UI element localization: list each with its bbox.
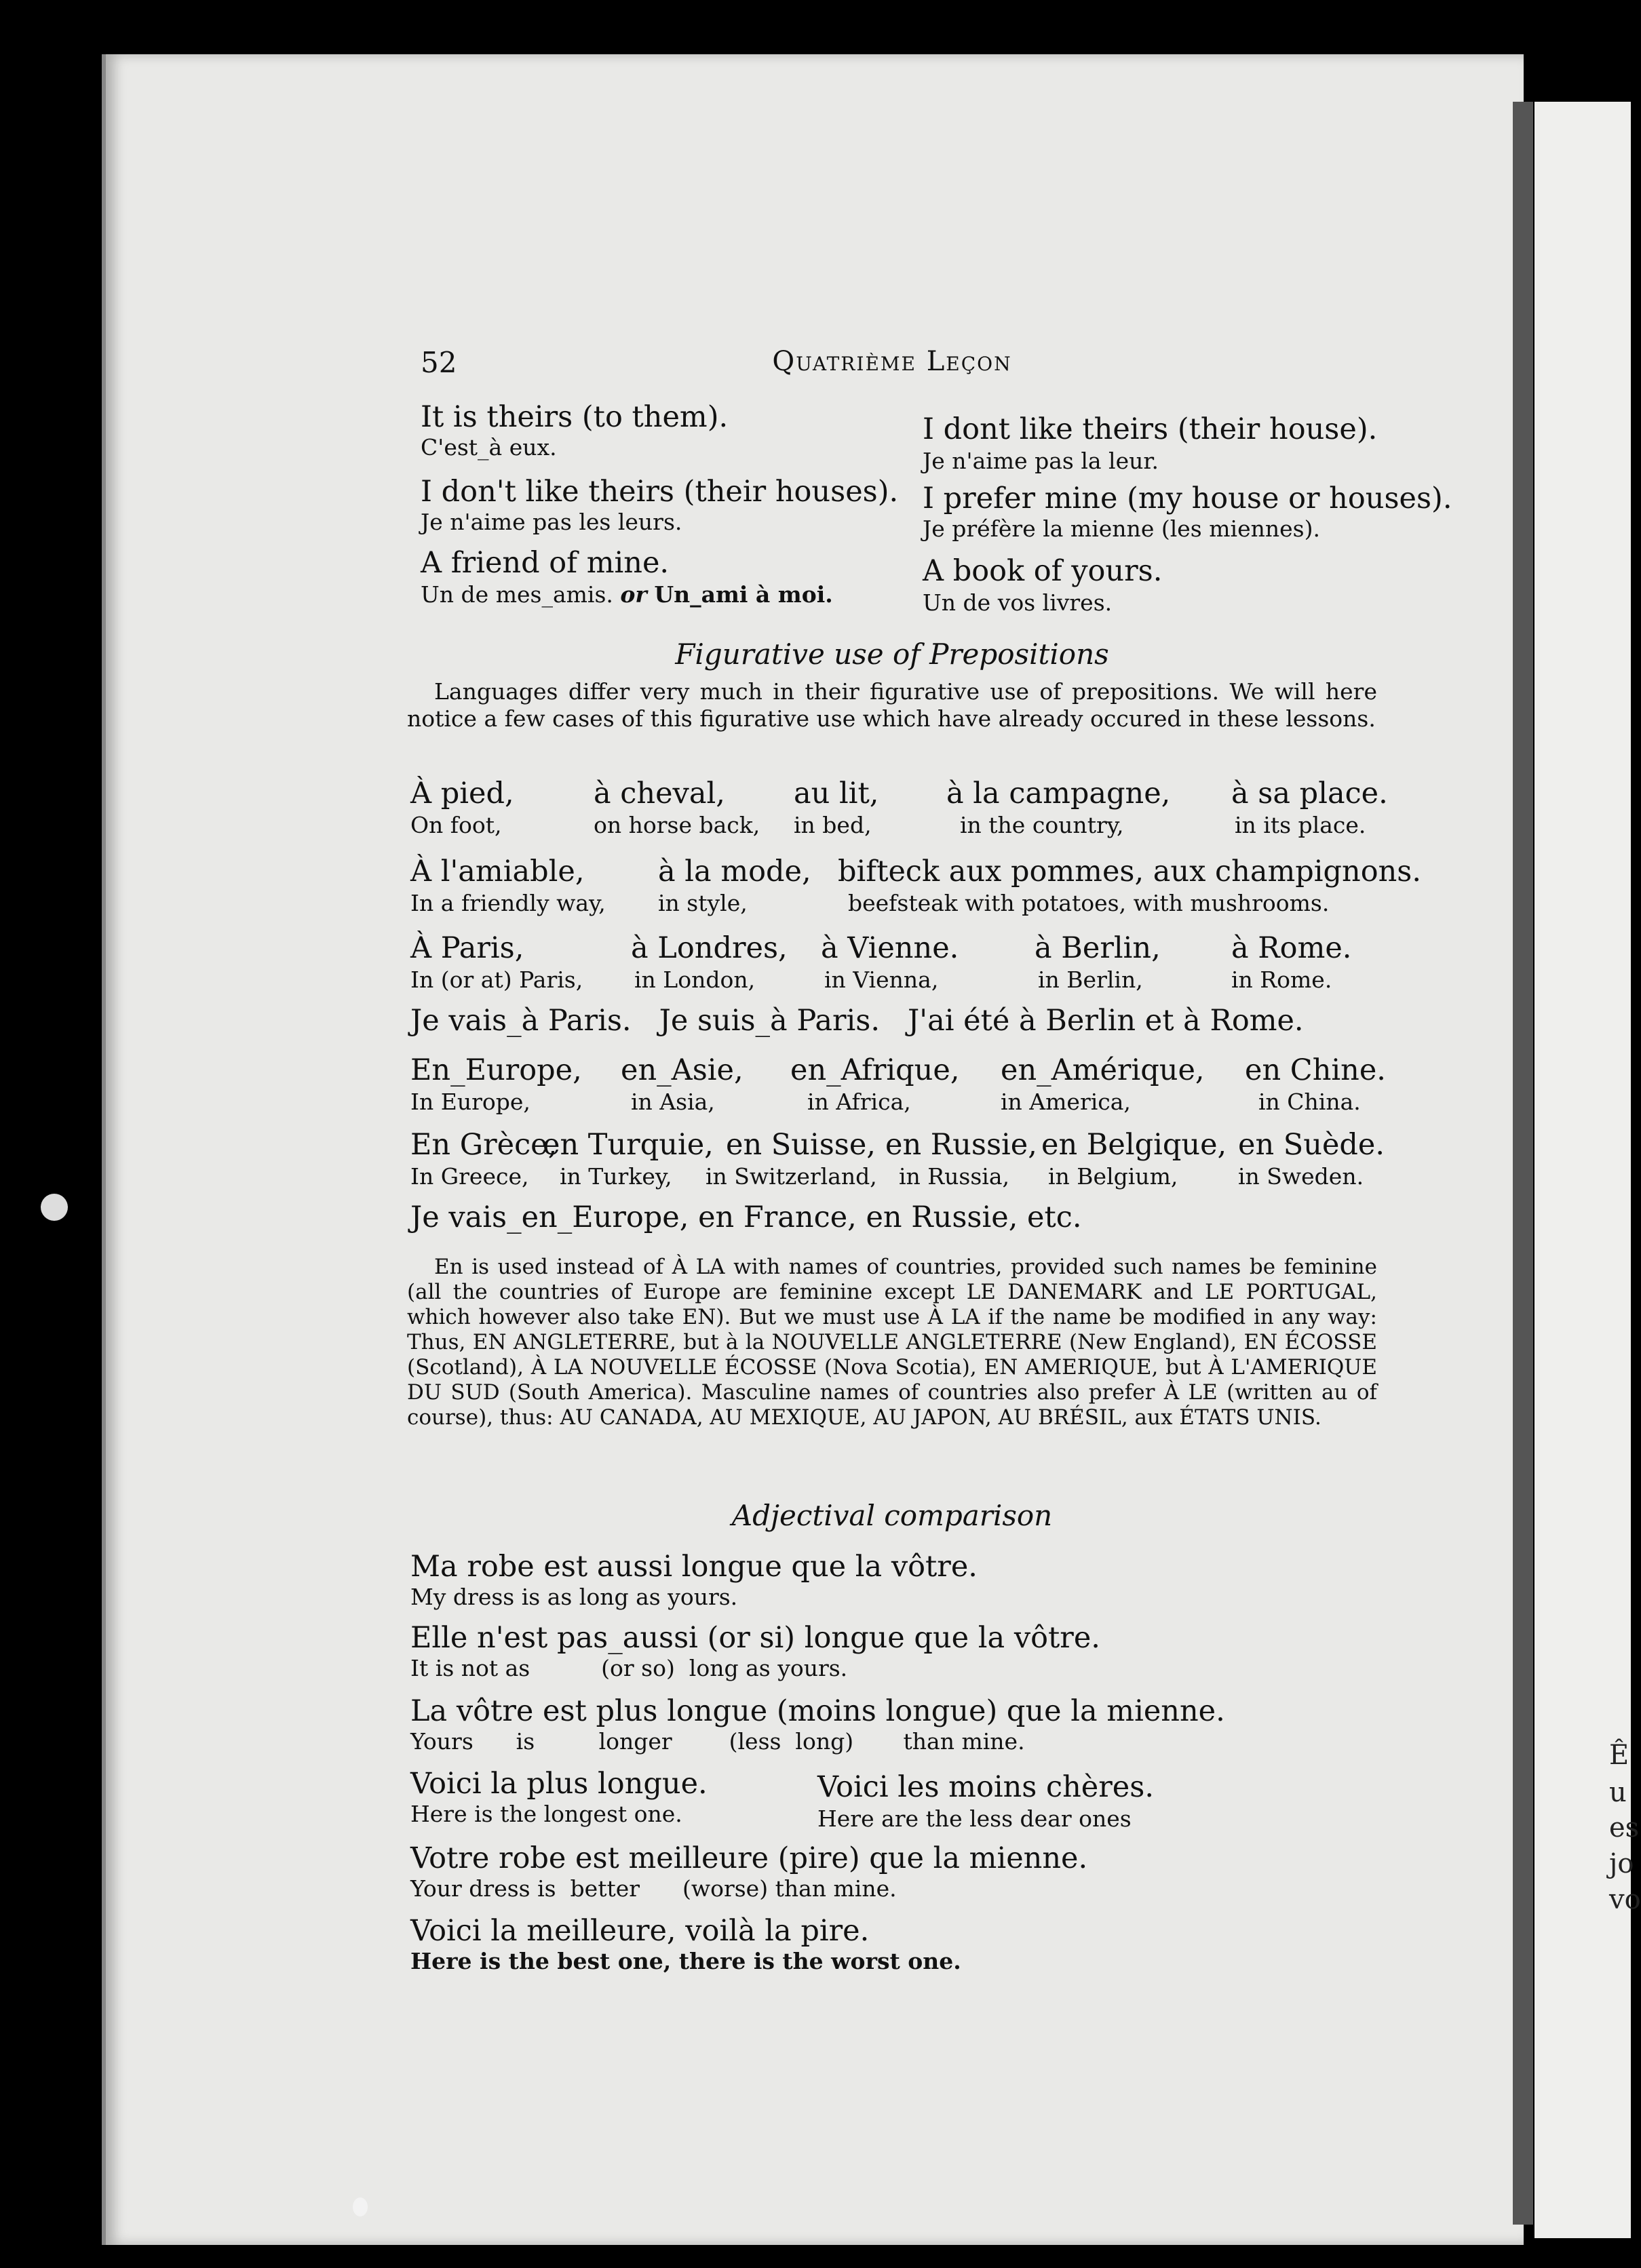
en-cell: in Asia, xyxy=(631,1089,715,1115)
fr-cell: en Turquie, xyxy=(543,1128,714,1162)
facing-page-fragment: u xyxy=(1609,1777,1627,1808)
fr-cell: à sa place. xyxy=(1231,777,1388,810)
french-phrase: C'est_à eux. xyxy=(421,434,557,461)
fr-cell: À l'amiable, xyxy=(410,855,585,888)
fr-cell: À Paris, xyxy=(410,931,524,965)
fr-cell: en Belgique, xyxy=(1041,1128,1227,1162)
fr-cell: En_Europe, xyxy=(410,1053,582,1087)
french-phrase: Je n'aime pas les leurs. xyxy=(421,509,682,535)
fr-cell: en Russie, xyxy=(885,1128,1037,1162)
fr-cell: À pied, xyxy=(410,777,514,810)
en-sentence: My dress is as long as yours. xyxy=(410,1584,738,1610)
facing-page-fragment: vo xyxy=(1609,1884,1641,1915)
french-phrase-main: Un de mes_amis. xyxy=(421,581,613,608)
en-cell: in style, xyxy=(658,890,748,916)
en-cell: in its place. xyxy=(1235,812,1366,838)
note-text: En is used instead of À LA with names of countries, provided such names be feminine (all the countries of Europe are feminine except LE DANEMARK and LE PORTUGAL, which however also take EN). But we must use À LA if the name be modified in any way: Thus, EN ANGLETERRE, but à la NOUVELLE ANGLETERRE (New England), EN ÉCOSSE (Scotland), À LA NOUVELLE ÉCOSSE (Nova Scotia), EN AMERIQUE, but À L'AMERIQUE DU SUD (South America). Masculine names of countries also prefer À LE (written au of course), thus: AU CANADA, AU MEXIQUE, AU JAPON, AU BRÉSIL, aux ÉTATS UNIS. xyxy=(407,1255,1377,1430)
fr-cell: à Rome. xyxy=(1231,931,1352,965)
en-cell: in the country, xyxy=(960,812,1124,838)
english-phrase: It is theirs (to them). xyxy=(421,400,729,434)
english-phrase: I dont like theirs (their house). xyxy=(923,412,1378,446)
french-phrase: Un de vos livres. xyxy=(923,589,1113,616)
facing-page-fragment: jo xyxy=(1609,1848,1634,1879)
fr-cell: à la campagne, xyxy=(946,777,1171,810)
en-cell: in Rome. xyxy=(1231,966,1332,993)
fr-sentence: Votre robe est meilleure (pire) que la mienne. xyxy=(410,1841,1088,1875)
fr-cell: en_Afrique, xyxy=(790,1053,960,1087)
english-phrase: I don't like theirs (their houses). xyxy=(421,475,899,509)
en-sentence: Here are the less dear ones xyxy=(817,1805,1132,1832)
en-cell: in Switzerland, xyxy=(706,1163,877,1190)
en-cell: in Russia, xyxy=(899,1163,1009,1190)
en-cell: in bed, xyxy=(794,812,872,838)
en-cell: in Berlin, xyxy=(1038,966,1143,993)
scan-speck xyxy=(41,1194,68,1221)
fr-cell: bifteck aux pommes, aux champignons. xyxy=(838,855,1422,888)
english-phrase: A friend of mine. xyxy=(421,546,670,580)
fr-sentence: Ma robe est aussi longue que la vôtre. xyxy=(410,1550,978,1584)
intro-text: Languages differ very much in their figurative use of prepositions. We will here notice a few cases of this figurative use which have already occured in these lessons. xyxy=(407,678,1377,732)
example-sentence: Je vais_en_Europe, en France, en Russie, etc. xyxy=(410,1200,1082,1234)
facing-page-fragment: Ê xyxy=(1609,1740,1629,1771)
fr-cell: à la mode, xyxy=(658,855,811,888)
english-phrase: I prefer mine (my house or houses). xyxy=(923,482,1452,515)
en-sentence: Yours is longer (less long) than mine. xyxy=(410,1728,1025,1755)
fr-cell: en Suède. xyxy=(1238,1128,1385,1162)
note-paragraph xyxy=(407,1255,1377,1430)
fr-sentence: Voici les moins chères. xyxy=(817,1770,1154,1804)
en-sentence: Your dress is better (worse) than mine. xyxy=(410,1875,897,1902)
fr-cell: en_Asie, xyxy=(621,1053,744,1087)
book-spine xyxy=(1513,102,1533,2225)
en-cell: in Belgium, xyxy=(1048,1163,1178,1190)
french-phrase: Je préfère la mienne (les miennes). xyxy=(923,515,1320,542)
page-number: 52 xyxy=(421,346,457,379)
fr-sentence: La vôtre est plus longue (moins longue) que la mienne. xyxy=(410,1694,1225,1728)
fr-cell: en Suisse, xyxy=(726,1128,876,1162)
fr-cell: à Vienne. xyxy=(821,931,959,965)
en-cell: On foot, xyxy=(410,812,502,838)
en-cell: In Europe, xyxy=(410,1089,530,1115)
fr-cell: à Londres, xyxy=(631,931,788,965)
en-cell: in China. xyxy=(1258,1089,1361,1115)
page-header xyxy=(407,346,1377,380)
fr-cell: à cheval, xyxy=(594,777,725,810)
or-word: or xyxy=(620,581,647,608)
fr-cell: en Chine. xyxy=(1245,1053,1386,1087)
fr-cell: au lit, xyxy=(794,777,879,810)
intro-paragraph xyxy=(407,678,1377,732)
fr-cell: à Berlin, xyxy=(1035,931,1161,965)
facing-page-fragment: es xyxy=(1609,1812,1640,1843)
scan-speck xyxy=(353,2197,368,2216)
en-sentence: It is not as (or so) long as yours. xyxy=(410,1655,848,1681)
running-title: Quatrième Leçon xyxy=(772,346,1012,377)
en-cell: in Africa, xyxy=(807,1089,911,1115)
en-cell: in Turkey, xyxy=(560,1163,672,1190)
english-phrase: A book of yours. xyxy=(923,554,1163,588)
en-cell: In a friendly way, xyxy=(410,890,606,916)
en-cell: in Vienna, xyxy=(824,966,939,993)
fr-sentence: Elle n'est pas_aussi (or si) longue que la vôtre. xyxy=(410,1621,1100,1655)
fr-sentence: Voici la meilleure, voilà la pire. xyxy=(410,1914,870,1948)
example-sentence: Je vais_à Paris. Je suis_à Paris. J'ai été à Berlin et à Rome. xyxy=(410,1004,1304,1038)
en-cell: in America, xyxy=(1001,1089,1131,1115)
en-cell: in London, xyxy=(634,966,756,993)
en-cell: beefsteak with potatoes, with mushrooms. xyxy=(848,890,1330,916)
en-sentence: Here is the best one, there is the worst one. xyxy=(410,1948,961,1974)
fr-cell: en_Amérique, xyxy=(1001,1053,1205,1087)
en-cell: in Sweden. xyxy=(1238,1163,1364,1190)
facing-page-edge xyxy=(1534,102,1631,2238)
section-heading: Adjectival comparison xyxy=(731,1499,1053,1532)
french-phrase: Je n'aime pas la leur. xyxy=(923,448,1159,474)
en-cell: on horse back, xyxy=(594,812,760,838)
en-cell: In (or at) Paris, xyxy=(410,966,583,993)
en-cell: In Greece, xyxy=(410,1163,529,1190)
french-phrase-alt: Un_ami à moi. xyxy=(654,581,833,608)
section-heading: Figurative use of Prepositions xyxy=(675,638,1109,671)
en-sentence: Here is the longest one. xyxy=(410,1801,682,1827)
french-phrase xyxy=(421,581,833,608)
fr-cell: En Grèce, xyxy=(410,1128,558,1162)
fr-sentence: Voici la plus longue. xyxy=(410,1767,708,1801)
